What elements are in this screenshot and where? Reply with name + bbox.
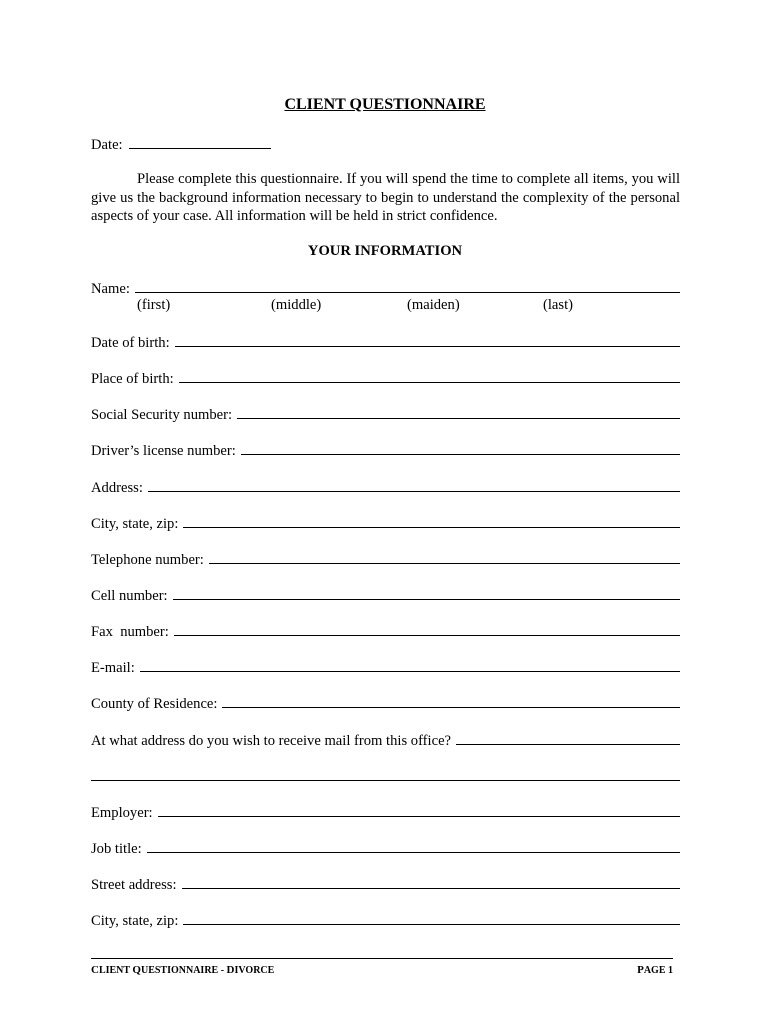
footer-rule [91, 958, 673, 959]
name-part-middle: (middle) [271, 297, 322, 313]
field-blank-line[interactable] [175, 333, 680, 347]
field-label: Cell number: [91, 588, 168, 604]
section-title: YOUR INFORMATION [307, 243, 463, 259]
field-label: Telephone number: [91, 552, 204, 568]
name-part-maiden: (maiden) [407, 297, 460, 313]
cell-number-field[interactable] [91, 586, 680, 605]
field-label: Social Security number: [91, 407, 233, 423]
field-label: Fax number: [91, 624, 169, 640]
field-blank-line[interactable] [148, 478, 680, 492]
field-blank-line[interactable] [209, 550, 680, 564]
field-blank-line[interactable] [140, 658, 680, 672]
city-state-zip-field[interactable] [91, 514, 680, 533]
field-label: City, state, zip: [91, 913, 179, 929]
field-blank-line[interactable] [241, 441, 680, 455]
name-field[interactable] [91, 279, 680, 298]
field-blank-line[interactable] [456, 731, 680, 745]
email-field[interactable] [91, 658, 680, 677]
field-label: County of Residence: [91, 696, 218, 712]
field-blank-line[interactable] [222, 694, 680, 708]
field-blank-line[interactable] [179, 369, 680, 383]
fax-number-field[interactable] [91, 622, 680, 641]
date-blank-line[interactable] [129, 135, 271, 149]
field-blank-line[interactable] [174, 622, 680, 636]
document-title: CLIENT QUESTIONNAIRE [284, 96, 486, 113]
name-blank-line[interactable] [135, 279, 680, 293]
field-label: Place of birth: [91, 371, 174, 387]
name-part-first: (first) [137, 297, 171, 313]
name-part-last: (last) [543, 297, 573, 313]
address-field[interactable] [91, 478, 680, 497]
mailing-address-field[interactable] [91, 731, 680, 750]
employer-street-address-field[interactable] [91, 875, 680, 894]
field-blank-line[interactable] [173, 586, 680, 600]
county-of-residence-field[interactable] [91, 694, 680, 713]
footer-page-number: PAGE 1 [637, 964, 673, 976]
place-of-birth-field[interactable] [91, 369, 680, 388]
field-blank-line[interactable] [182, 875, 680, 889]
field-blank-line[interactable] [183, 911, 680, 925]
employer-field[interactable] [91, 803, 680, 822]
ssn-field[interactable] [91, 405, 680, 424]
field-label: E-mail: [91, 660, 135, 676]
field-blank-line[interactable] [147, 839, 680, 853]
field-label: City, state, zip: [91, 516, 179, 532]
field-label: Date of birth: [91, 335, 170, 351]
field-blank-line[interactable] [158, 803, 680, 817]
field-label: Driver’s license number: [91, 443, 236, 459]
name-sublabels [0, 297, 770, 315]
field-label: Street address: [91, 877, 177, 893]
intro-paragraph: Please complete this questionnaire. If you will spend the time to complete all items, you will give us the background information necessary to begin to understand the complexity of the personal aspects of your case. All information will be held in strict confidence. [91, 171, 680, 224]
field-label: Job title: [91, 841, 142, 857]
telephone-field[interactable] [91, 550, 680, 569]
field-label: Employer: [91, 805, 153, 821]
date-of-birth-field[interactable] [91, 333, 680, 352]
drivers-license-field[interactable] [91, 441, 680, 460]
field-label: Address: [91, 480, 143, 496]
field-label: At what address do you wish to receive mail from this office? [91, 733, 452, 749]
job-title-field[interactable] [91, 839, 680, 858]
employer-city-state-zip-field[interactable] [91, 911, 680, 930]
name-label: Name: [91, 281, 130, 297]
date-label: Date: [91, 137, 123, 153]
page-footer [91, 964, 673, 976]
date-field[interactable] [91, 135, 271, 154]
field-blank-line[interactable] [183, 514, 680, 528]
footer-document-name: CLIENT QUESTIONNAIRE - DIVORCE [91, 964, 275, 976]
field-blank-line[interactable] [237, 405, 680, 419]
mailing-address-continuation-line[interactable] [91, 780, 680, 781]
